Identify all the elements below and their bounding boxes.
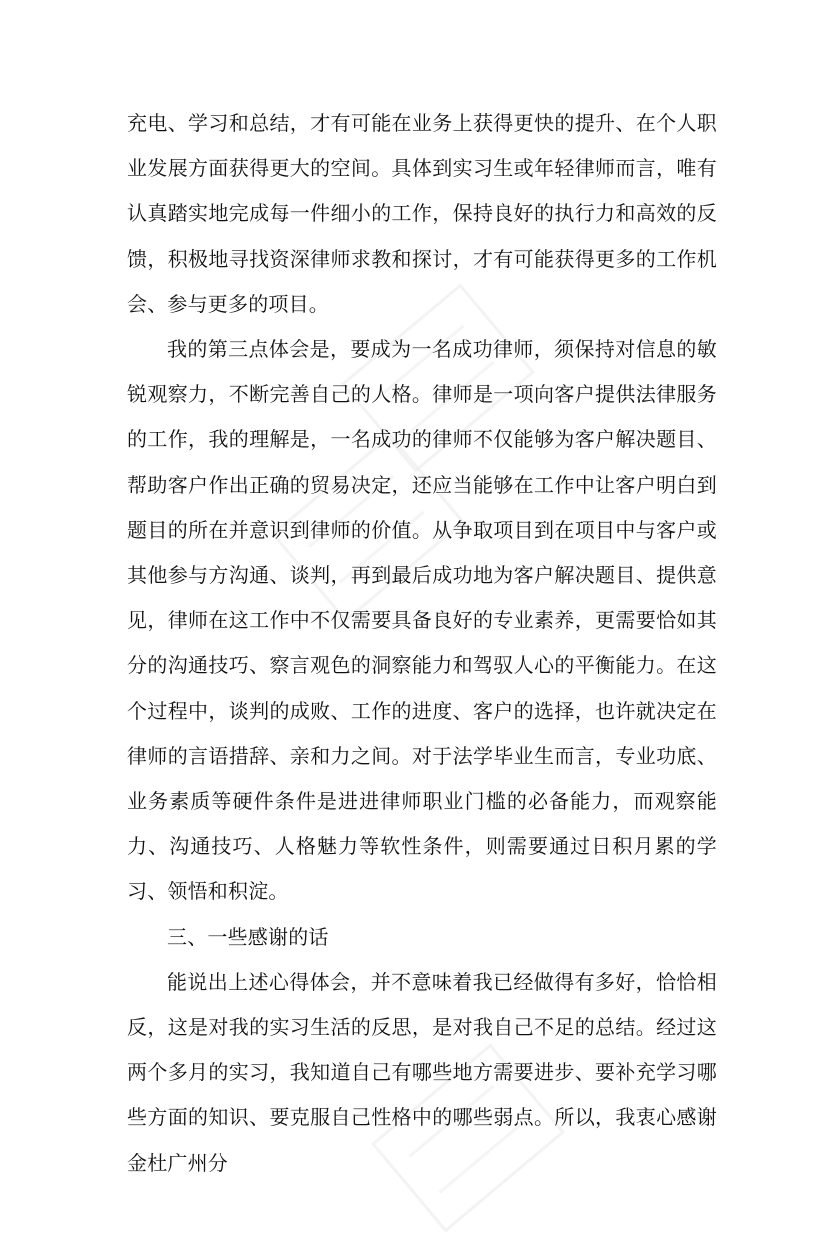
body-paragraph: 能说出上述心得体会，并不意味着我已经做得有多好，恰恰相反，这是对我的实习生活的反思，是对我自己不足的总结。经过这两个多月的实习，我知道自己有哪些地方需要进步、要补充学习哪些方面的知识、要克服自己性格中的哪些弱点。所以，我衷心感谢金杜广州分 [127, 969, 717, 1175]
document-body [127, 101, 717, 1186]
body-paragraph: 充电、学习和总结，才有可能在业务上获得更快的提升、在个人职业发展方面获得更大的空间。具体到实习生或年轻律师而言，唯有认真踏实地完成每一件细小的工作，保持良好的执行力和高效的反馈，积极地寻找资深律师求教和探讨，才有可能获得更多的工作机会、参与更多的项目。 [127, 111, 717, 316]
body-paragraph: 我的第三点体会是，要成为一名成功律师，须保持对信息的敏锐观察力，不断完善自己的人格。律师是一项向客户提供法律服务的工作，我的理解是，一名成功的律师不仅能够为客户解决题目、帮助客户作出正确的贸易决定，还应当能够在工作中让客户明白到题目的所在并意识到律师的价值。从争取项目到在项目中与客户或其他参与方沟通、谈判，再到最后成功地为客户解决题目、提供意见，律师在这工作中不仅需要具备良好的专业素养，更需要恰如其分的沟通技巧、察言观色的洞察能力和驾驭人心的平衡能力。在这个过程中，谈判的成败、工作的进度、客户的选择，也许就决定在律师的言语措辞、亲和力之间。对于法学毕业生而言，专业功底、业务素质等硬件条件是进进律师职业门槛的必备能力，而观察能力、沟通技巧、人格魅力等软性条件，则需要通过日积月累的学习、领悟和积淀。 [127, 337, 717, 904]
section-heading: 三、一些感谢的话 [167, 924, 329, 949]
